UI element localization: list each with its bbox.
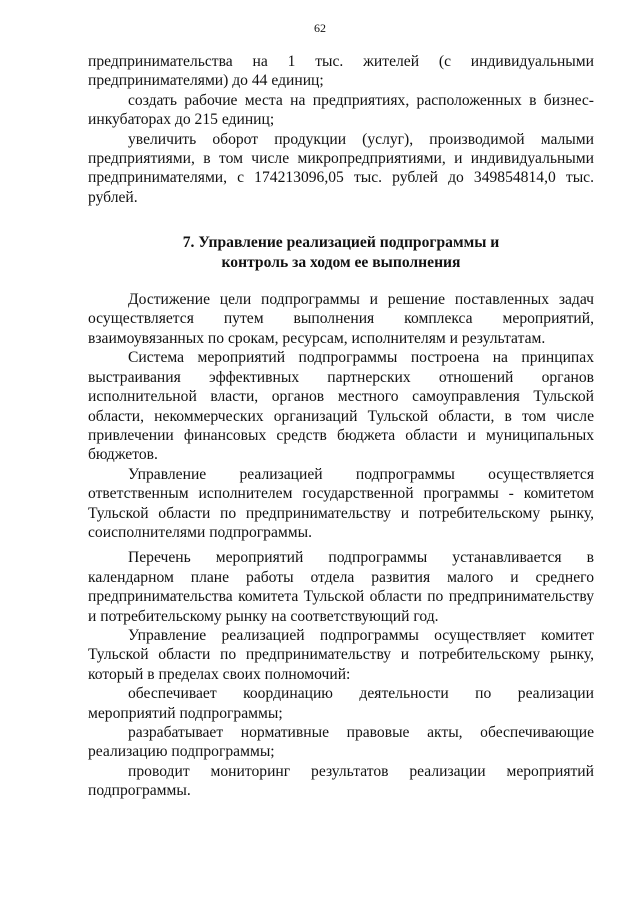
body-paragraph-7: разрабатывает нормативные правовые акты, обеспечивающие реализацию подпрограммы;	[88, 724, 594, 761]
body-paragraph-2: Система мероприятий подпрограммы построена на принципах выстраивания эффективных партнерских отношений органов исполнительной власти, органов местного самоуправления Тульской области, некоммерческих организаций Тульской области, в том числе привлечении финансовых средств бюджета области и муниципальных бюджетов.	[88, 349, 594, 464]
intro-paragraph-2: создать рабочие места на предприятиях, расположенных в бизнес-инкубаторах до 215 единиц;	[88, 91, 594, 129]
document-body	[88, 52, 594, 801]
body-paragraph-1: Достижение цели подпрограммы и решение поставленных задач осуществляется путем выполнения комплекса мероприятий, взаимоувязанных по срокам, ресурсам, исполнителям и результатам.	[88, 291, 594, 347]
body-paragraph-5: Управление реализацией подпрограммы осуществляет комитет Тульской области по предпринимательству и потребительскому рынку, который в пределах своих полномочий:	[88, 626, 594, 683]
body-paragraph-3: Управление реализацией подпрограммы осуществляется ответственным исполнителем государственной программы - комитетом Тульской области по предпринимательству и потребительскому рынку, соисполнителями подпрограммы.	[88, 465, 594, 541]
section-heading-line-2: контроль за ходом ее выполнения	[221, 253, 461, 271]
body-paragraph-4: Перечень мероприятий подпрограммы устанавливается в календарном плане работы отдела развития малого и среднего предпринимательства комитета Тульской области по предпринимательству и потребительскому рынку на соответствующий год.	[88, 549, 594, 625]
body-paragraph-8: проводит мониторинг результатов реализации мероприятий подпрограммы.	[88, 762, 594, 800]
page-number: 62	[314, 21, 326, 35]
section-heading-line-1: 7. Управление реализацией подпрограммы и	[182, 234, 500, 252]
body-paragraph-6: обеспечивает координацию деятельности по реализации мероприятий подпрограммы;	[88, 685, 594, 722]
section-heading	[88, 233, 594, 272]
intro-paragraph-3: увеличить оборот продукции (услуг), производимой малыми предприятиями, в том числе микропредприятиями, и индивидуальными предпринимателями, с 174213096,05 тыс. рублей до 349854814,0 тыс. рублей.	[88, 130, 594, 206]
intro-paragraph-1: предпринимательства на 1 тыс. жителей (с индивидуальными предпринимателями) до 44 единиц;	[88, 53, 594, 90]
